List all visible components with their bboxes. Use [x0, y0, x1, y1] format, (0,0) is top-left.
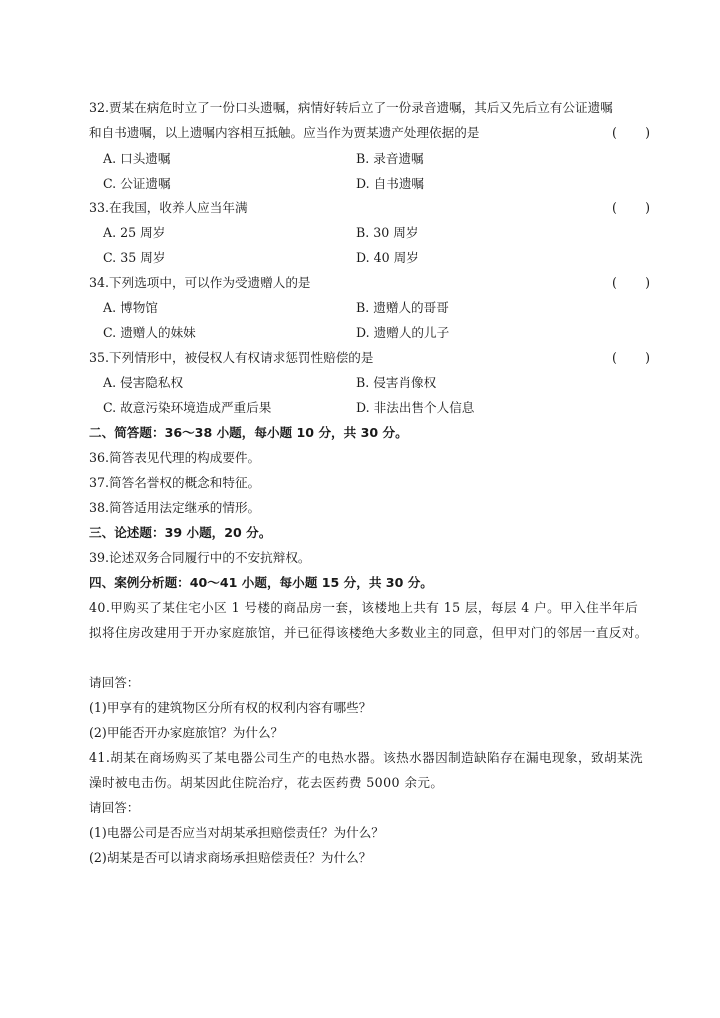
option-d: D. 非法出售个人信息: [356, 400, 475, 415]
case-40-question-2: (2)甲能否开办家庭旅馆？为什么？: [89, 725, 284, 740]
case-41-text: 41.胡某在商场购买了某电器公司生产的电热水器。该热水器因制造缺陷存在漏电现象，致胡某洗澡时被电击伤。胡某因此住院治疗，花去医药费 5000 余元。: [89, 750, 643, 790]
question-38: 38.简答适用法定继承的情形。: [89, 500, 261, 515]
question-text: 34.下列选项中，可以作为受遗赠人的是: [89, 275, 311, 290]
question-39: 39.论述双务合同履行中的不安抗辩权。: [89, 550, 311, 565]
option-c: C. 公证遗嘱: [103, 176, 171, 191]
question-text: 32.贾某在病危时立了一份口头遗嘱，病情好转后立了一份录音遗嘱，其后又先后立有公证遗嘱: [89, 100, 613, 115]
answer-bracket: ( ): [612, 275, 652, 290]
case-41-prompt: 请回答：: [89, 800, 140, 815]
option-a: A. 侵害隐私权: [103, 375, 184, 390]
question-36: 36.简答表见代理的构成要件。: [89, 450, 261, 465]
option-a: A. 口头遗嘱: [103, 151, 171, 166]
option-b: B. 遗赠人的哥哥: [356, 300, 449, 315]
option-c: C. 故意污染环境造成严重后果: [103, 400, 272, 415]
option-a: A. 博物馆: [103, 300, 158, 315]
case-40-prompt: 请回答：: [89, 675, 140, 690]
option-b: B. 30 周岁: [356, 225, 419, 240]
section-heading-case-analysis: 四、案例分析题：40～41 小题，每小题 15 分，共 30 分。: [89, 575, 433, 590]
question-text: 35.下列情形中，被侵权人有权请求惩罚性赔偿的是: [89, 350, 374, 365]
answer-bracket: ( ): [612, 200, 652, 215]
option-d: D. 40 周岁: [356, 250, 419, 265]
option-b: B. 录音遗嘱: [356, 151, 424, 166]
section-heading-essay: 三、论述题：39 小题，20 分。: [89, 525, 272, 540]
case-40-text: 40.甲购买了某住宅小区 1 号楼的商品房一套，该楼地上共有 15 层，每层 4 户。甲入住半年后拟将住房改建用于开办家庭旅馆，并已征得该楼绝大多数业主的同意，但甲对门的邻居一直反对。: [89, 600, 648, 640]
case-41-question-1: (1)电器公司是否应当对胡某承担赔偿责任？为什么？: [89, 825, 384, 840]
question-text: 和自书遗嘱，以上遗嘱内容相互抵触。应当作为贾某遗产处理依据的是: [89, 125, 480, 140]
option-a: A. 25 周岁: [103, 225, 166, 240]
question-text: 33.在我国，收养人应当年满: [89, 200, 248, 215]
option-c: C. 遗赠人的妹妹: [103, 325, 196, 340]
option-d: D. 自书遗嘱: [356, 176, 425, 191]
option-d: D. 遗赠人的儿子: [356, 325, 450, 340]
case-40-question-1: (1)甲享有的建筑物区分所有权的权利内容有哪些？: [89, 700, 372, 715]
answer-bracket: ( ): [612, 125, 652, 140]
case-41-question-2: (2)胡某是否可以请求商场承担赔偿责任？为什么？: [89, 850, 372, 865]
option-b: B. 侵害肖像权: [356, 375, 437, 390]
answer-bracket: ( ): [612, 350, 652, 365]
section-heading-short-answer: 二、简答题：36～38 小题，每小题 10 分，共 30 分。: [89, 425, 408, 440]
question-37: 37.简答名誉权的概念和特征。: [89, 475, 261, 490]
option-c: C. 35 周岁: [103, 250, 166, 265]
